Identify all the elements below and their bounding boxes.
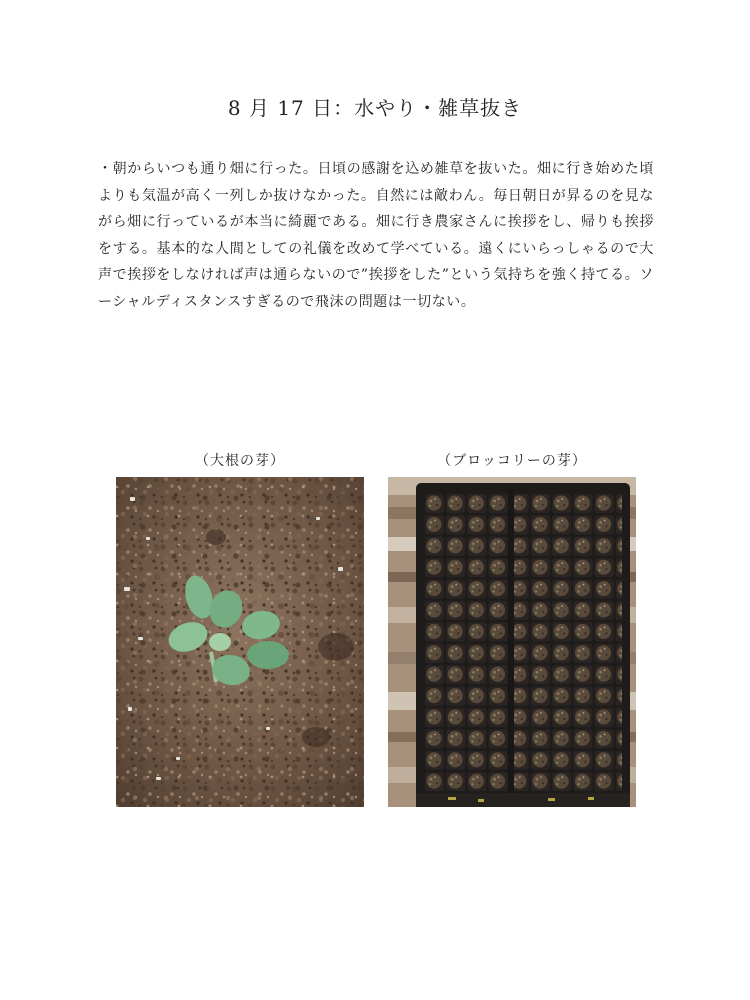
daikon-sprout-photo xyxy=(116,477,364,807)
diary-paragraph: ・朝からいつも通り畑に行った。日頃の感謝を込め雑草を抜いた。畑に行き始めた頃よりも気温が高く一列しか抜けなかった。自然には敵わん。毎日朝日が昇るのを見ながら畑に行っているが本当に綺麗である。畑に行き農家さんに挨拶をし、帰りも挨拶をする。基本的な人間としての礼儀を改めて学べている。遠くにいらっしゃるので大声で挨拶をしなければ声は通らないので”挨拶をした”という気持ちを強く持てる。ソーシャルディスタンスすぎるので飛沫の問題は一切ない。 xyxy=(98,161,654,310)
broccoli-tray-photo xyxy=(388,477,636,807)
page-title: 8 月 17 日：水やり・雑草抜き xyxy=(227,96,523,120)
photo-caption-broccoli: （ブロッコリーの芽） xyxy=(437,453,587,469)
photo-caption-daikon: （大根の芽） xyxy=(195,453,285,469)
